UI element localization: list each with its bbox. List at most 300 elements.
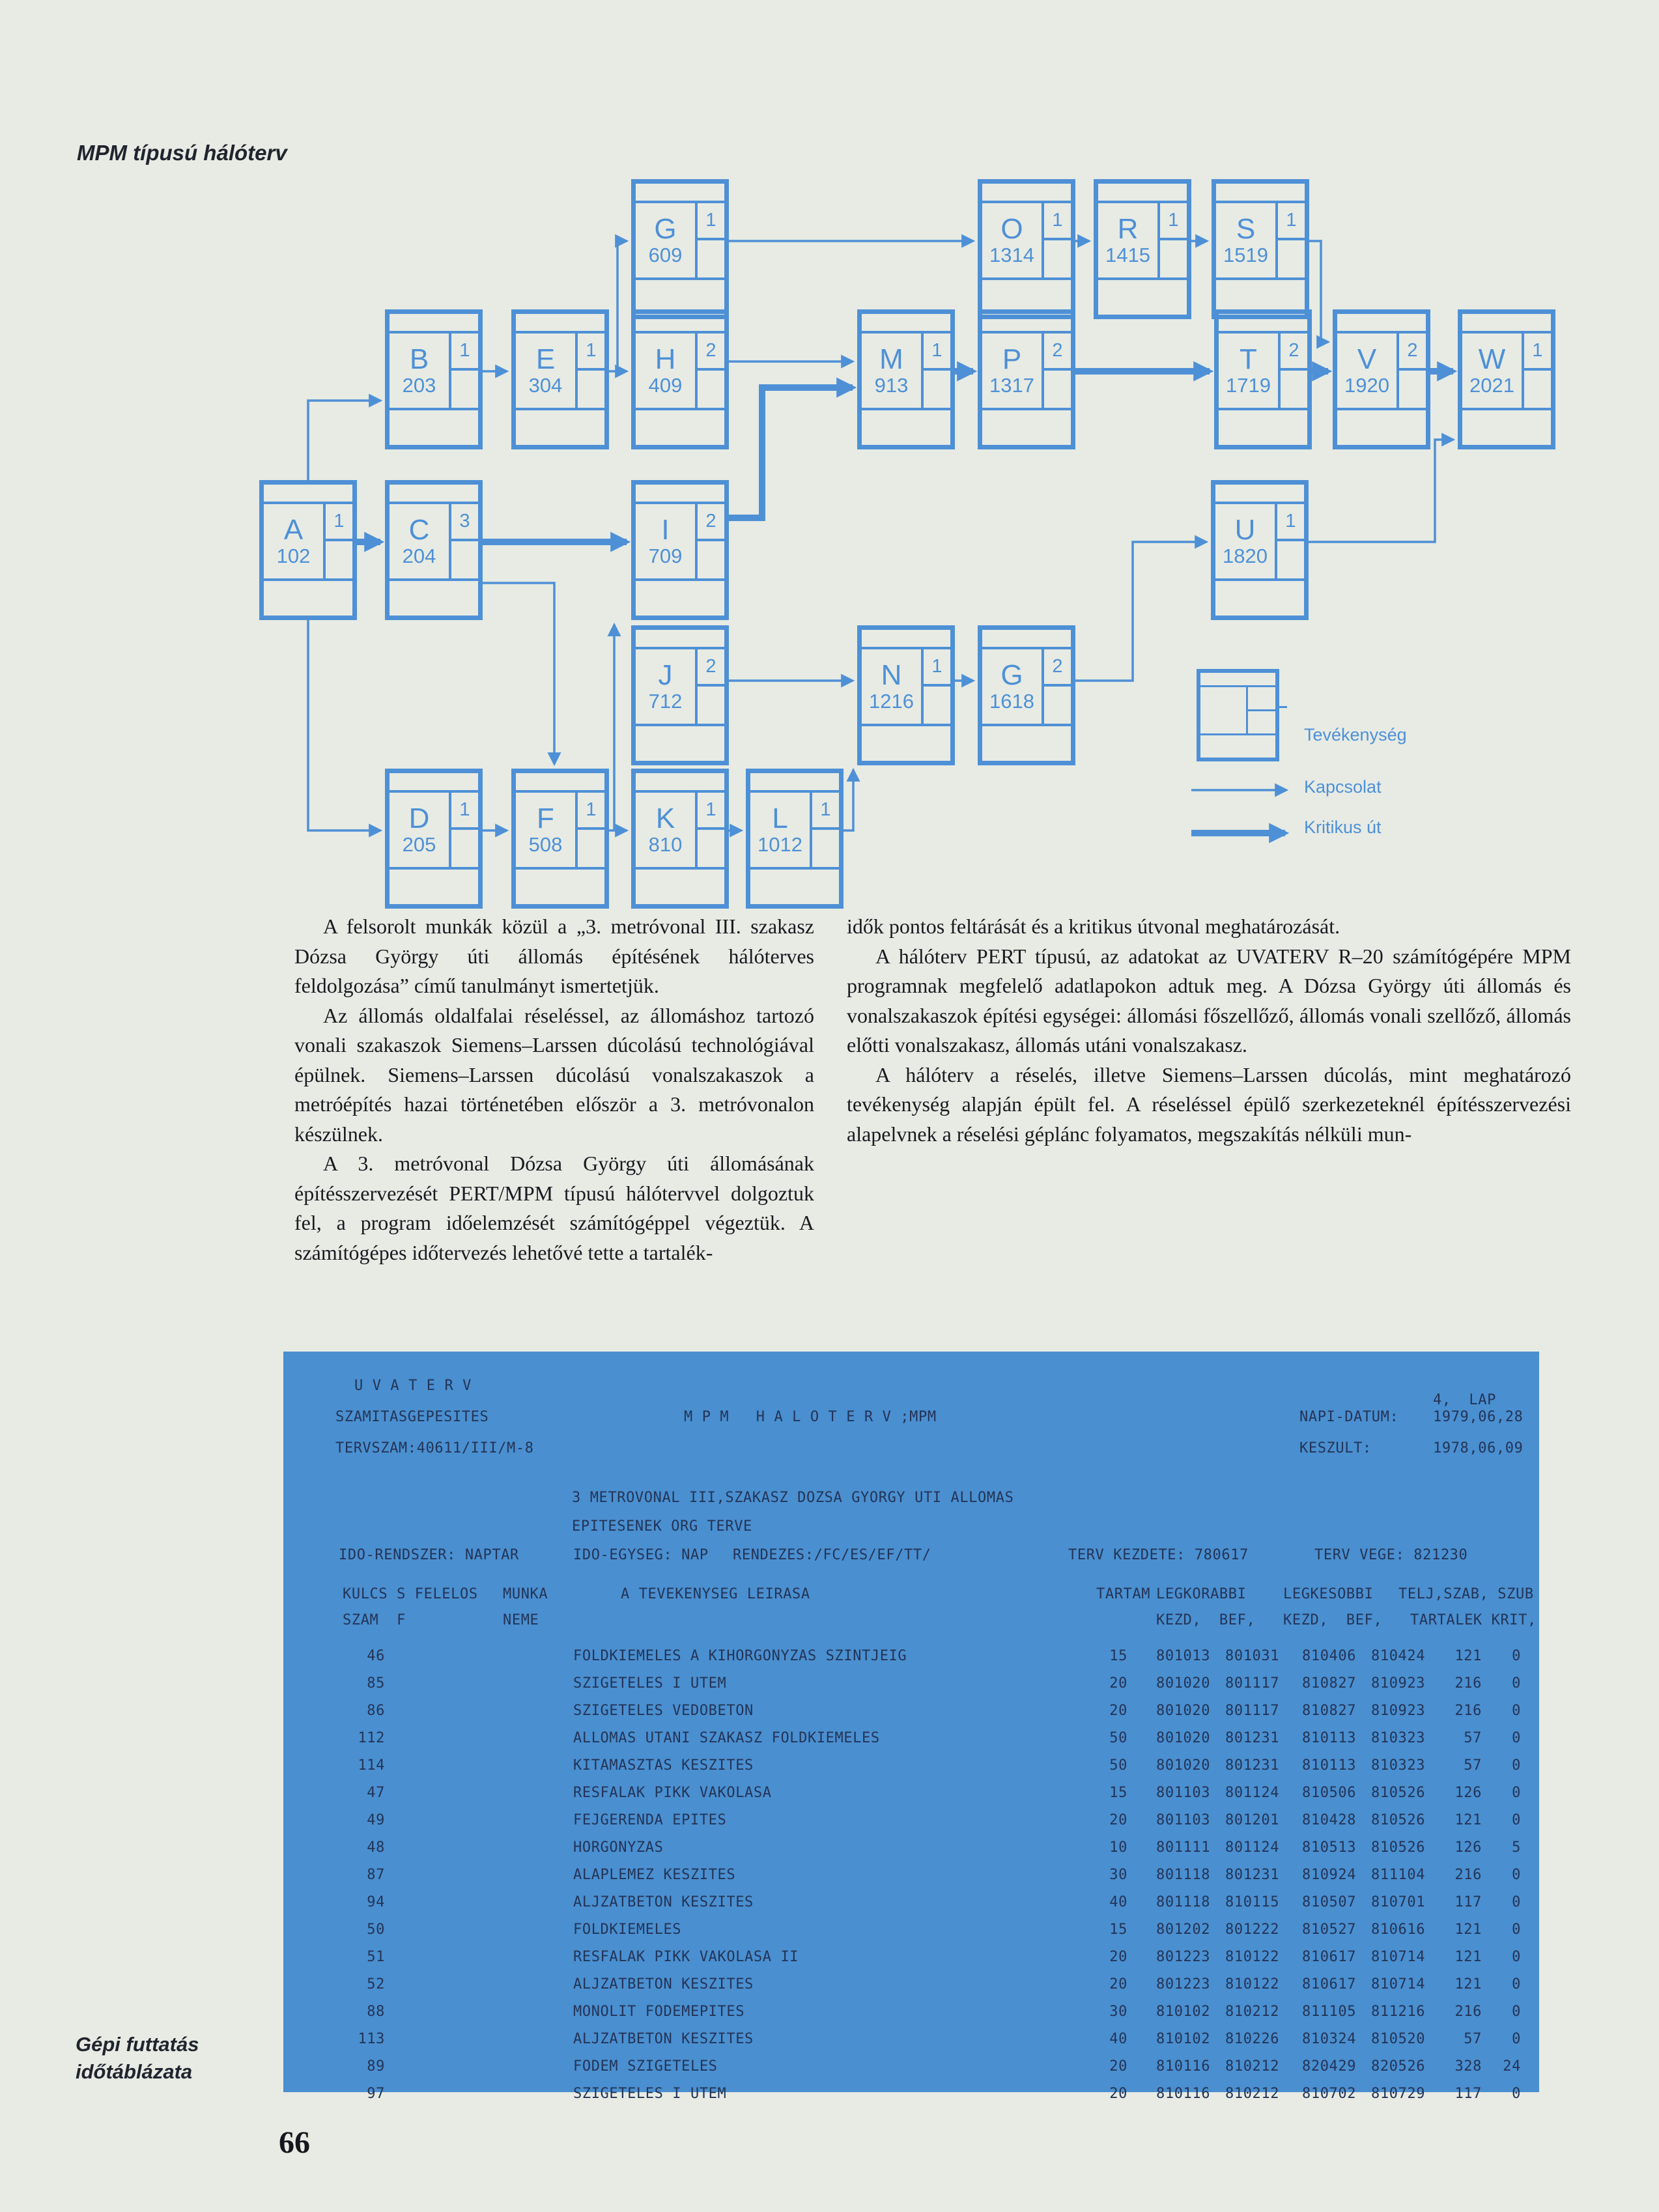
row-legkesobbi-bef: 811104 xyxy=(1371,1867,1426,1883)
row-legkorabbi-bef: 810212 xyxy=(1225,2086,1280,2102)
row-tartalek: 121 xyxy=(1454,1976,1482,1992)
row-description: RESFALAK PIKK VAKOLASA II xyxy=(573,1949,799,1965)
row-legkorabbi-kezd: 810116 xyxy=(1156,2086,1211,2102)
row-krit: 0 xyxy=(1512,2004,1521,2020)
row-krit: 0 xyxy=(1512,1703,1521,1719)
node-duration: 1 xyxy=(578,333,604,371)
row-krit: 0 xyxy=(1512,1730,1521,1746)
row-krit: 0 xyxy=(1512,1812,1521,1828)
row-tartalek: 121 xyxy=(1454,1648,1482,1664)
diagram-node-S-1519 xyxy=(1212,179,1309,319)
row-legkesobbi-bef: 810424 xyxy=(1371,1648,1426,1664)
row-tartam: 15 xyxy=(1109,1921,1127,1938)
row-legkesobbi-bef: 810923 xyxy=(1371,1703,1426,1719)
row-legkesobbi-bef: 810923 xyxy=(1371,1675,1426,1692)
row-key: 114 xyxy=(358,1757,385,1774)
node-letter: U xyxy=(1234,514,1256,546)
row-legkesobbi-bef: 810323 xyxy=(1371,1730,1426,1746)
row-key: 97 xyxy=(367,2086,385,2102)
row-tartalek: 216 xyxy=(1454,1703,1482,1719)
node-duration: 1 xyxy=(451,793,478,830)
row-krit: 0 xyxy=(1512,2086,1521,2102)
node-letter: E xyxy=(535,343,556,375)
row-description: SZIGETELES VEDOBETON xyxy=(573,1703,754,1719)
row-legkesobbi-bef: 810714 xyxy=(1371,1976,1426,1992)
printout-subject-line1: 3 METROVONAL III,SZAKASZ DOZSA GYORGY UTI ALLOMAS xyxy=(572,1490,1014,1506)
row-description: ALAPLEMEZ KESZITES xyxy=(573,1867,736,1883)
article-paragraph: A felsorolt munkák közül a „3. metróvonal III. szakasz Dózsa György úti állomás építésének hálóterves feldolgozása” című tanulmányt ismertetjük. xyxy=(294,915,814,997)
diagram-node-N-1216 xyxy=(857,625,955,765)
printout-time-system: IDO-RENDSZER: NAPTAR xyxy=(339,1547,519,1563)
node-letter: L xyxy=(772,802,788,834)
row-legkorabbi-kezd: 810102 xyxy=(1156,2004,1211,2020)
row-tartam: 50 xyxy=(1109,1757,1127,1774)
row-legkorabbi-bef: 810212 xyxy=(1225,2058,1280,2075)
row-description: ALLOMAS UTANI SZAKASZ FOLDKIEMELES xyxy=(573,1730,880,1746)
row-tartam: 20 xyxy=(1109,1976,1127,1992)
node-code: 409 xyxy=(648,374,683,397)
node-code: 1920 xyxy=(1344,374,1389,397)
node-letter: T xyxy=(1240,343,1257,375)
row-tartam: 40 xyxy=(1109,2031,1127,2047)
node-duration: 2 xyxy=(698,649,724,687)
node-duration: 1 xyxy=(1278,203,1305,240)
node-code: 709 xyxy=(648,545,683,567)
printout-plan-start: TERV KEZDETE: 780617 xyxy=(1068,1547,1249,1563)
article-column-right xyxy=(847,912,1571,1149)
article-paragraph: A hálóterv PERT típusú, az adatokat az UVATERV R–20 számítógépére MPM programnak megfelelő adatlapokon adtuk meg. A Dózsa György úti állomás és vonalszakaszok építési egységei: állomási főszellőző, állomás vonali szellőző, állomás előtti vonalszakasz, állomás utáni vonalszakasz. xyxy=(847,944,1571,1056)
node-duration: 2 xyxy=(1281,333,1307,371)
connection-edge xyxy=(1309,440,1453,542)
printout-date-label: NAPI-DATUM: xyxy=(1299,1409,1399,1425)
row-legkorabbi-kezd: 801118 xyxy=(1156,1894,1211,1910)
row-krit: 5 xyxy=(1512,1839,1521,1856)
row-legkesobbi-kezd: 810702 xyxy=(1302,2086,1357,2102)
row-legkesobbi-bef: 810729 xyxy=(1371,2086,1426,2102)
node-duration: 1 xyxy=(698,203,724,240)
row-key: 52 xyxy=(367,1976,385,1992)
row-key: 85 xyxy=(367,1675,385,1692)
node-letter: J xyxy=(658,659,673,691)
row-legkorabbi-kezd: 801202 xyxy=(1156,1921,1211,1938)
row-tartam: 15 xyxy=(1109,1785,1127,1801)
node-code: 203 xyxy=(402,374,436,397)
node-duration: 2 xyxy=(698,504,724,541)
colheader-szam: SZAM F xyxy=(343,1612,406,1628)
row-tartam: 20 xyxy=(1109,1812,1127,1828)
row-description: HORGONYZAS xyxy=(573,1839,664,1856)
diagram-node-K-810 xyxy=(631,769,729,909)
row-legkesobbi-bef: 810526 xyxy=(1371,1785,1426,1801)
diagram-node-G-609 xyxy=(631,179,729,319)
row-legkesobbi-kezd: 810428 xyxy=(1302,1812,1357,1828)
row-legkorabbi-bef: 801222 xyxy=(1225,1921,1280,1938)
row-legkorabbi-kezd: 801020 xyxy=(1156,1703,1211,1719)
row-legkesobbi-bef: 810701 xyxy=(1371,1894,1426,1910)
row-tartalek: 126 xyxy=(1454,1839,1482,1856)
node-duration: 1 xyxy=(812,793,839,830)
diagram-node-O-1314 xyxy=(978,179,1075,319)
row-tartam: 30 xyxy=(1109,1867,1127,1883)
row-description: KITAMASZTAS KESZITES xyxy=(573,1757,754,1774)
row-legkorabbi-kezd: 801013 xyxy=(1156,1648,1211,1664)
row-key: 47 xyxy=(367,1785,385,1801)
node-letter: G xyxy=(1000,659,1023,691)
row-tartam: 15 xyxy=(1109,1648,1127,1664)
row-krit: 0 xyxy=(1512,1921,1521,1938)
node-letter: F xyxy=(537,802,554,834)
row-tartalek: 216 xyxy=(1454,2004,1482,2020)
row-legkorabbi-kezd: 801111 xyxy=(1156,1839,1211,1856)
colheader-tartalek-krit: TARTALEK KRIT, xyxy=(1410,1612,1537,1628)
node-code: 1719 xyxy=(1226,374,1271,397)
row-tartalek: 216 xyxy=(1454,1675,1482,1692)
colheader-teljszab: TELJ,SZAB, SZUB xyxy=(1398,1586,1534,1602)
diagram-node-J-712 xyxy=(631,625,729,765)
diagram-node-R-1415 xyxy=(1094,179,1191,319)
node-code: 1519 xyxy=(1223,244,1268,266)
node-letter: O xyxy=(1000,213,1023,245)
row-legkorabbi-kezd: 801020 xyxy=(1156,1675,1211,1692)
node-code: 913 xyxy=(874,374,909,397)
node-letter: S xyxy=(1236,213,1256,245)
node-letter: M xyxy=(879,343,903,375)
row-legkorabbi-bef: 801124 xyxy=(1225,1839,1280,1856)
diagram-node-F-508 xyxy=(511,769,609,909)
row-krit: 0 xyxy=(1512,1867,1521,1883)
row-legkorabbi-kezd: 801103 xyxy=(1156,1812,1211,1828)
row-legkesobbi-bef: 820526 xyxy=(1371,2058,1426,2075)
row-krit: 0 xyxy=(1512,2031,1521,2047)
legend-node-sample xyxy=(1197,669,1279,761)
row-tartam: 20 xyxy=(1109,1703,1127,1719)
row-tartalek: 121 xyxy=(1454,1949,1482,1965)
row-tartam: 50 xyxy=(1109,1730,1127,1746)
printout-org: U V A T E R V xyxy=(354,1378,472,1394)
diagram-node-I-709 xyxy=(631,480,729,620)
printout-caption-line2: időtáblázata xyxy=(76,2060,193,2083)
row-description: FOLDKIEMELES A KIHORGONYZAS SZINTJEIG xyxy=(573,1648,907,1664)
printout-plan-number: TERVSZAM:40611/III/M-8 xyxy=(335,1440,534,1456)
row-legkorabbi-bef: 810226 xyxy=(1225,2031,1280,2047)
node-letter: B xyxy=(409,343,429,375)
row-legkesobbi-bef: 810323 xyxy=(1371,1757,1426,1774)
node-letter: H xyxy=(655,343,676,375)
row-tartam: 20 xyxy=(1109,1675,1127,1692)
node-code: 304 xyxy=(528,374,563,397)
row-legkorabbi-bef: 810115 xyxy=(1225,1894,1280,1910)
diagram-node-L-1012 xyxy=(746,769,844,909)
row-legkorabbi-bef: 801117 xyxy=(1225,1703,1280,1719)
row-legkorabbi-kezd: 810116 xyxy=(1156,2058,1211,2075)
row-legkesobbi-kezd: 810113 xyxy=(1302,1757,1357,1774)
row-tartalek: 328 xyxy=(1454,2058,1482,2075)
row-key: 89 xyxy=(367,2058,385,2075)
node-duration: 1 xyxy=(1160,203,1187,240)
row-legkorabbi-kezd: 801020 xyxy=(1156,1730,1211,1746)
node-duration: 2 xyxy=(1399,333,1426,371)
row-tartalek: 216 xyxy=(1454,1867,1482,1883)
article-column-left xyxy=(294,912,814,1268)
row-tartalek: 117 xyxy=(1454,1894,1482,1910)
node-duration: 1 xyxy=(326,504,352,541)
connection-edge xyxy=(483,583,554,764)
colheader-legkesobbi: LEGKESOBBI xyxy=(1283,1586,1374,1602)
printout-dept: SZAMITASGEPESITES xyxy=(335,1409,489,1425)
row-description: ALJZATBETON KESZITES xyxy=(573,2031,754,2047)
row-legkesobbi-kezd: 810827 xyxy=(1302,1675,1357,1692)
row-legkesobbi-kezd: 810924 xyxy=(1302,1867,1357,1883)
node-duration: 1 xyxy=(1277,504,1304,541)
article-paragraph: idők pontos feltárását és a kritikus útvonal meghatározását. xyxy=(847,915,1340,938)
row-krit: 24 xyxy=(1503,2058,1521,2075)
row-legkesobbi-kezd: 810113 xyxy=(1302,1730,1357,1746)
row-legkorabbi-kezd: 801223 xyxy=(1156,1949,1211,1965)
node-duration: 1 xyxy=(578,793,604,830)
row-legkorabbi-kezd: 801020 xyxy=(1156,1757,1211,1774)
row-legkesobbi-kezd: 810527 xyxy=(1302,1921,1357,1938)
connection-edge xyxy=(617,241,627,371)
legend-activity-label: Tevékenység xyxy=(1304,725,1407,744)
node-letter: I xyxy=(661,514,670,546)
row-legkorabbi-bef: 801124 xyxy=(1225,1785,1280,1801)
row-key: 113 xyxy=(358,2031,385,2047)
node-letter: K xyxy=(655,802,675,834)
node-code: 508 xyxy=(528,833,563,856)
row-description: FOLDKIEMELES xyxy=(573,1921,682,1938)
row-krit: 0 xyxy=(1512,1675,1521,1692)
row-description: SZIGETELES I UTEM xyxy=(573,1675,727,1692)
diagram-node-G-1618 xyxy=(978,625,1075,765)
legend-connection-arrow xyxy=(1189,781,1299,799)
diagram-node-E-304 xyxy=(511,309,609,449)
printout-made-label: KESZULT: xyxy=(1299,1440,1372,1456)
diagram-node-A-102 xyxy=(259,480,357,620)
node-duration: 1 xyxy=(1524,333,1551,371)
printout-ordering: RENDEZES:/FC/ES/EF/TT/ xyxy=(733,1547,931,1563)
row-description: RESFALAK PIKK VAKOLASA xyxy=(573,1785,772,1801)
node-duration: 1 xyxy=(451,333,478,371)
node-code: 712 xyxy=(648,690,683,713)
node-code: 2021 xyxy=(1469,374,1514,397)
printout-caption-line1: Gépi futtatás xyxy=(76,2033,199,2056)
row-legkorabbi-bef: 810122 xyxy=(1225,1976,1280,1992)
row-legkesobbi-kezd: 810406 xyxy=(1302,1648,1357,1664)
figure-kicker: MPM típusú hálóterv xyxy=(77,141,287,165)
node-code: 1415 xyxy=(1105,244,1150,266)
diagram-node-H-409 xyxy=(631,309,729,449)
node-letter: G xyxy=(654,213,677,245)
node-code: 204 xyxy=(402,545,436,567)
row-krit: 0 xyxy=(1512,1976,1521,1992)
printout-time-unit: IDO-EGYSEG: NAP xyxy=(573,1547,709,1563)
diagram-node-U-1820 xyxy=(1211,480,1309,620)
diagram-node-M-913 xyxy=(857,309,955,449)
row-description: FEJGERENDA EPITES xyxy=(573,1812,727,1828)
node-code: 609 xyxy=(648,244,683,266)
row-key: 50 xyxy=(367,1921,385,1938)
row-key: 87 xyxy=(367,1867,385,1883)
node-letter: A xyxy=(283,514,304,546)
colheader-munka: MUNKA xyxy=(503,1586,548,1602)
row-legkorabbi-bef: 801231 xyxy=(1225,1730,1280,1746)
node-duration: 2 xyxy=(1044,649,1071,687)
row-tartalek: 57 xyxy=(1464,1757,1482,1774)
row-tartalek: 121 xyxy=(1454,1921,1482,1938)
article-paragraph: Az állomás oldalfalai réseléssel, az állomáshoz tartozó vonali szakaszok Siemens–Larssen dúcolású technológiával épülnek. Siemens–Larssen dúcolású vonalszakaszok a metróépítés hazai történetében először a 3. metróvonalon készülnek. xyxy=(294,1003,814,1146)
node-duration: 1 xyxy=(1044,203,1071,240)
node-letter: V xyxy=(1357,343,1377,375)
row-key: 46 xyxy=(367,1648,385,1664)
row-tartam: 20 xyxy=(1109,2086,1127,2102)
row-legkesobbi-bef: 810714 xyxy=(1371,1949,1426,1965)
row-legkesobbi-bef: 810616 xyxy=(1371,1921,1426,1938)
row-legkesobbi-kezd: 811105 xyxy=(1302,2004,1357,2020)
printout-caption xyxy=(76,2031,199,2086)
node-duration: 2 xyxy=(1044,333,1071,371)
row-tartalek: 126 xyxy=(1454,1785,1482,1801)
node-duration: 1 xyxy=(924,649,950,687)
connection-edge xyxy=(308,620,380,830)
row-krit: 0 xyxy=(1512,1894,1521,1910)
row-legkesobbi-bef: 811216 xyxy=(1371,2004,1426,2020)
row-legkesobbi-kezd: 810513 xyxy=(1302,1839,1357,1856)
mpm-network-diagram xyxy=(241,166,1589,922)
legend-node-tick xyxy=(1277,706,1287,708)
node-code: 1216 xyxy=(869,690,914,713)
row-tartalek: 57 xyxy=(1464,1730,1482,1746)
row-legkorabbi-bef: 801117 xyxy=(1225,1675,1280,1692)
diagram-node-T-1719 xyxy=(1214,309,1312,449)
printout-date-value: 1979,06,28 xyxy=(1433,1409,1524,1425)
row-tartalek: 117 xyxy=(1454,2086,1482,2102)
diagram-node-V-1920 xyxy=(1333,309,1430,449)
row-tartam: 20 xyxy=(1109,2058,1127,2075)
legend-connection-label: Kapcsolat xyxy=(1304,777,1382,797)
row-legkesobbi-kezd: 820429 xyxy=(1302,2058,1357,2075)
row-description: ALJZATBETON KESZITES xyxy=(573,1976,754,1992)
row-key: 51 xyxy=(367,1949,385,1965)
diagram-node-C-204 xyxy=(385,480,483,620)
row-legkesobbi-kezd: 810617 xyxy=(1302,1976,1357,1992)
colheader-kulcs: KULCS S FELELOS xyxy=(343,1586,478,1602)
row-legkesobbi-kezd: 810324 xyxy=(1302,2031,1357,2047)
connection-edge xyxy=(1075,542,1206,681)
row-description: FODEM SZIGETELES xyxy=(573,2058,718,2075)
node-code: 1317 xyxy=(989,374,1034,397)
connection-edge xyxy=(308,401,380,480)
colheader-leiras: A TEVEKENYSEG LEIRASA xyxy=(621,1586,810,1602)
legend-critical-arrow xyxy=(1189,820,1299,846)
row-krit: 0 xyxy=(1512,1949,1521,1965)
node-letter: N xyxy=(881,659,902,691)
row-key: 86 xyxy=(367,1703,385,1719)
row-tartam: 30 xyxy=(1109,2004,1127,2020)
node-duration: 1 xyxy=(924,333,950,371)
row-krit: 0 xyxy=(1512,1757,1521,1774)
article-paragraph: A 3. metróvonal Dózsa György úti állomásának építésszervezését PERT/MPM típusú hálótervvel dolgoztuk fel, a program időelemzését számítógéppel végeztük. A számítógépes időtervezés lehetővé tette a tartalék- xyxy=(294,1152,814,1264)
row-krit: 0 xyxy=(1512,1648,1521,1664)
row-legkorabbi-bef: 801231 xyxy=(1225,1867,1280,1883)
colheader-legkorabbi: LEGKORABBI xyxy=(1156,1586,1247,1602)
connection-edge xyxy=(1309,241,1328,342)
printout-made-value: 1978,06,09 xyxy=(1433,1440,1524,1456)
colheader-tartam: TARTAM xyxy=(1096,1586,1151,1602)
row-key: 48 xyxy=(367,1839,385,1856)
row-legkorabbi-kezd: 810102 xyxy=(1156,2031,1211,2047)
colheader-kezd-bef-1: KEZD, BEF, xyxy=(1156,1612,1256,1628)
node-letter: D xyxy=(408,802,430,834)
row-legkorabbi-kezd: 801223 xyxy=(1156,1976,1211,1992)
colheader-kezd-bef-2: KEZD, BEF, xyxy=(1283,1612,1383,1628)
node-code: 1012 xyxy=(758,833,802,856)
row-legkorabbi-kezd: 801103 xyxy=(1156,1785,1211,1801)
diagram-node-W-2021 xyxy=(1458,309,1555,449)
row-tartam: 20 xyxy=(1109,1949,1127,1965)
node-code: 1314 xyxy=(989,244,1034,266)
printout-subject-line2: EPITESENEK ORG TERVE xyxy=(572,1518,752,1535)
node-letter: C xyxy=(408,514,430,546)
colheader-neme: NEME xyxy=(503,1612,539,1628)
row-legkorabbi-kezd: 801118 xyxy=(1156,1867,1211,1883)
node-code: 205 xyxy=(402,833,436,856)
row-legkesobbi-bef: 810526 xyxy=(1371,1839,1426,1856)
row-legkesobbi-kezd: 810506 xyxy=(1302,1785,1357,1801)
row-legkesobbi-kezd: 810507 xyxy=(1302,1894,1357,1910)
printout-page-label: 4, LAP xyxy=(1433,1392,1496,1408)
node-duration: 3 xyxy=(451,504,478,541)
diagram-node-B-203 xyxy=(385,309,483,449)
legend-critical-label: Kritikus út xyxy=(1304,817,1382,837)
row-legkorabbi-bef: 810212 xyxy=(1225,2004,1280,2020)
row-key: 49 xyxy=(367,1812,385,1828)
row-legkesobbi-kezd: 810617 xyxy=(1302,1949,1357,1965)
row-tartalek: 57 xyxy=(1464,2031,1482,2047)
node-code: 1618 xyxy=(989,690,1034,713)
node-code: 102 xyxy=(276,545,311,567)
page-number: 66 xyxy=(279,2125,310,2160)
node-duration: 2 xyxy=(698,333,724,371)
computer-printout-table xyxy=(283,1352,1539,2102)
row-tartam: 40 xyxy=(1109,1894,1127,1910)
node-code: 810 xyxy=(648,833,683,856)
row-legkesobbi-bef: 810520 xyxy=(1371,2031,1426,2047)
node-letter: W xyxy=(1478,343,1506,375)
row-key: 88 xyxy=(367,2004,385,2020)
row-legkesobbi-kezd: 810827 xyxy=(1302,1703,1357,1719)
node-code: 1820 xyxy=(1223,545,1268,567)
node-duration: 1 xyxy=(698,793,724,830)
row-key: 94 xyxy=(367,1894,385,1910)
row-legkesobbi-bef: 810526 xyxy=(1371,1812,1426,1828)
connection-edge xyxy=(844,770,853,830)
row-krit: 0 xyxy=(1512,1785,1521,1801)
printout-title: M P M H A L O T E R V ;MPM xyxy=(684,1409,937,1425)
node-letter: P xyxy=(1002,343,1022,375)
article-paragraph: A hálóterv a réselés, illetve Siemens–Larssen dúcolás, mint meghatározó tevékenység alapján épült fel. A réseléssel épülő szerkezeteknél építésszervezési alapelvnek a réselési géplánc folyamatos, megszakítás nélküli mun- xyxy=(847,1062,1571,1146)
row-legkorabbi-bef: 801031 xyxy=(1225,1648,1280,1664)
row-key: 112 xyxy=(358,1730,385,1746)
row-tartam: 10 xyxy=(1109,1839,1127,1856)
node-letter: R xyxy=(1117,213,1139,245)
row-tartalek: 121 xyxy=(1454,1812,1482,1828)
diagram-node-P-1317 xyxy=(978,309,1075,449)
row-legkorabbi-bef: 801201 xyxy=(1225,1812,1280,1828)
printout-plan-end: TERV VEGE: 821230 xyxy=(1314,1547,1468,1563)
critical-path-edge xyxy=(729,388,853,518)
row-description: SZIGETELES I UTEM xyxy=(573,2086,727,2102)
diagram-node-D-205 xyxy=(385,769,483,909)
